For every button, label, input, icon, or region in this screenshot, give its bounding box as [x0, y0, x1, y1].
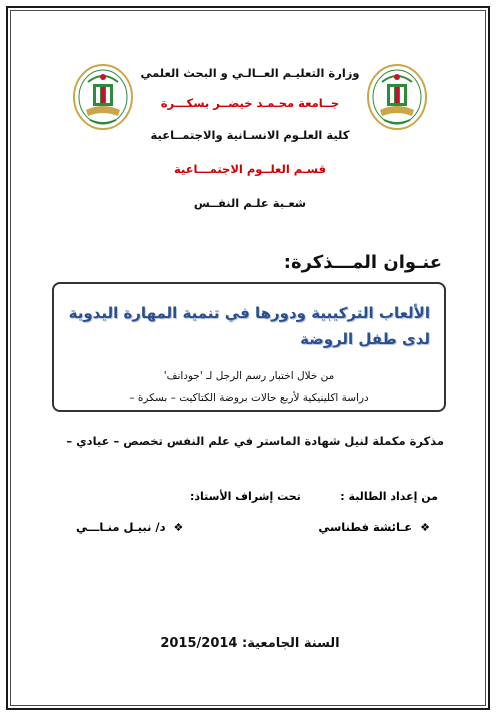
university-logo-left [72, 62, 134, 132]
supervised-by-label: تحت إشراف الأستاذ: [190, 490, 301, 503]
branch-name: شعـبة علـم النفــس [193, 196, 307, 210]
university-logo-right [366, 62, 428, 132]
memo-subtitle: من خلال اختبار رسم الرجل لـ 'جودانف' [163, 370, 335, 382]
diploma-statement: مذكرة مكملة لنيل شهادة الماستر في علم النفس تخصص – عيادي – [66, 434, 444, 448]
prepared-by-label: من إعداد الطالبة : [340, 490, 438, 503]
memo-title-label: عنـوان المـــذكرة: [283, 252, 442, 273]
student-entry [318, 520, 430, 534]
memo-title: الألعاب التركيبية ودورها في تنمية المهارة اليدوية لدى طفل الروضة [68, 304, 430, 348]
title-box [52, 282, 446, 412]
memo-study-description: دراسة اكلينيكية لأربع حالات بروضة الكتاكيت – بسكرة – [129, 392, 369, 404]
supervisor-name: د/ نبيـل منـاـــي [76, 520, 166, 534]
academic-year: السنة الجامعية: 2015/2014 [160, 636, 340, 651]
bullet-diamond-icon: ❖ [420, 521, 430, 534]
supervisor-entry [76, 520, 183, 534]
ministry-name: وزارة التعليـم العــالـي و البحث العلمي [140, 66, 360, 80]
university-name: جــامعة محـمـد خيضــر بسكـــرة [160, 96, 340, 110]
faculty-name: كلية العلـوم الانسـانية والاجتمــاعية [150, 128, 350, 142]
department-name: قسـم العلــوم الاجتمـــاعية [174, 162, 326, 176]
bullet-diamond-icon: ❖ [173, 521, 184, 534]
student-name: عـائشة فطناسي [318, 520, 413, 534]
